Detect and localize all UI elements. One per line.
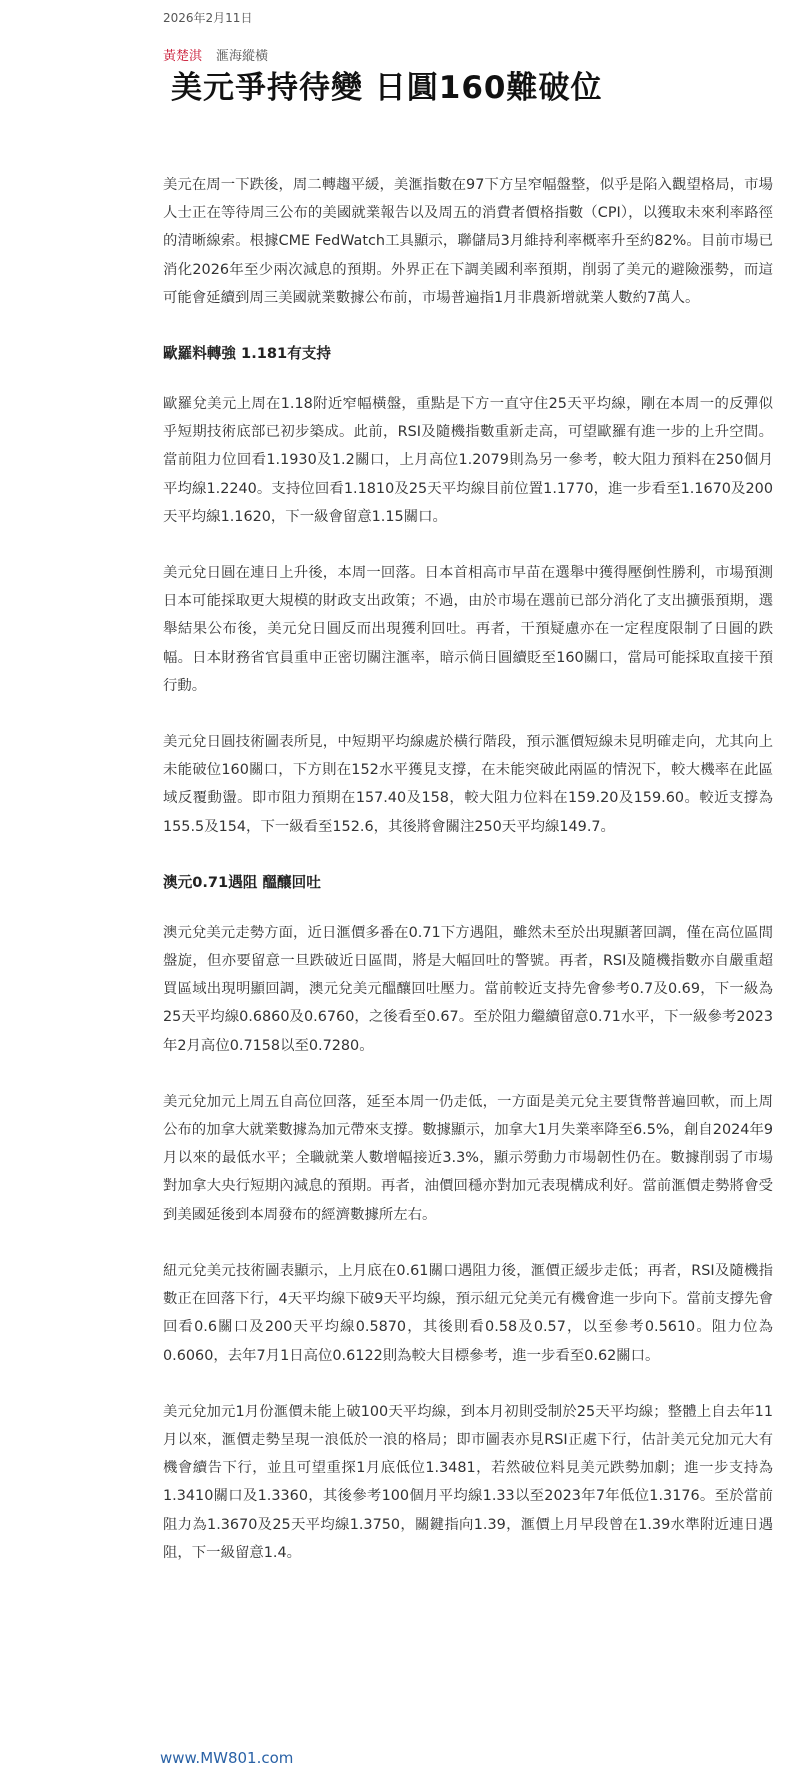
paragraph-nzd-technical: 紐元兌美元技術圖表顯示，上月底在0.61關口遇阻力後，滙價正緩步走低；再者，RSI及隨機指數正在回落下行，4天平均線下破9天平均線，預示紐元兌美元有機會進一步向下。當前支撐先會回看0.6關口及200天平均線0.5870，其後則看0.58及0.57，以至參考0.5610。阻力位為0.6060，去年7月1日高位0.6122則為較大目標參考，進一步看至0.62關口。 xyxy=(163,1262,773,1364)
article-headline: 美元爭持待變 日圓160難破位 xyxy=(171,70,603,106)
subhead-eur: 歐羅料轉強 1.181有支持 xyxy=(163,345,331,363)
paragraph-cad-fundamental: 美元兌加元上周五自高位回落，延至本周一仍走低，一方面是美元兌主要貨幣普遍回軟，而上周公布的加拿大就業數據為加元帶來支撐。數據顯示，加拿大1月失業率降至6.5%，創自2024年9月以來的最低水平；全職就業人數增幅接近3.3%，顯示勞動力市場韌性仍在。數據削弱了市場對加拿大央行短期內減息的預期。再者，油價回穩亦對加元表現構成利好。當前滙價走勢將會受到美國延後到本周發布的經濟數據所左右。 xyxy=(163,1093,773,1223)
site-link[interactable]: www.MW801.com xyxy=(160,1749,294,1767)
column-name: 滙海縱橫 xyxy=(216,49,269,64)
publish-date: 2026年2月11日 xyxy=(163,11,253,25)
paragraph-jpy-technical: 美元兌日圓技術圖表所見，中短期平均線處於橫行階段，預示滙價短線未見明確走向，尤其向上未能破位160關口，下方則在152水平獲見支撐，在未能突破此兩區的情況下，較大機率在此區域反覆動盪。即市阻力預期在157.40及158，較大阻力位料在159.20及159.60。較近支撐為155.5及154，下一級看至152.6，其後將會關注250天平均線149.7。 xyxy=(163,734,773,835)
paragraph-aud-technical: 澳元兌美元走勢方面，近日滙價多番在0.71下方遇阻，雖然未至於出現顯著回調，僅在高位區間盤旋，但亦要留意一旦跌破近日區間，將是大幅回吐的警號。再者，RSI及隨機指數亦自嚴重超買區域出現明顯回調，澳元兌美元醞釀回吐壓力。當前較近支持先會參考0.7及0.69，下一級為25天平均線0.6860及0.6760，之後看至0.67。至於阻力繼續留意0.71水平，下一級參考2023年2月高位0.7158以至0.7280。 xyxy=(163,924,773,1054)
article-body xyxy=(163,171,773,1595)
subhead-aud: 澳元0.71遇阻 醞釀回吐 xyxy=(163,873,321,891)
author-link[interactable]: 黃楚淇 xyxy=(163,49,203,64)
paragraph-eur-technical: 歐羅兌美元上周在1.18附近窄幅橫盤，重點是下方一直守住25天平均線，剛在本周一的反彈似乎短期技術底部已初步築成。此前，RSI及隨機指數重新走高，可望歐羅有進一步的上升空間。當前阻力位回看1.1930及1.2關口，上月高位1.2079則為另一參考，較大阻力預料在250個月平均線1.2240。支持位回看1.1810及25天平均線目前位置1.1770，進一步看至1.1670及200天平均線1.1620，下一級會留意1.15關口。 xyxy=(163,396,773,525)
paragraph-jpy-fundamental: 美元兌日圓在連日上升後，本周一回落。日本首相高市早苗在選舉中獲得壓倒性勝利，市場預測日本可能採取更大規模的財政支出政策；不過，由於市場在選前已部分消化了支出擴張預期，選舉結果公布後，美元兌日圓反而出現獲利回吐。再者，干預疑慮亦在一定程度限制了日圓的跌幅。日本財務省官員重申正密切關注滙率，暗示倘日圓續貶至160關口，當局可能採取直接干預行動。 xyxy=(163,565,773,694)
paragraph-usd-overview: 美元在周一下跌後，周二轉趨平緩，美滙指數在97下方呈窄幅盤整，似乎是陷入觀望格局，市場人士正在等待周三公布的美國就業報告以及周五的消費者價格指數（CPI），以獲取未來利率路徑的清晰線索。根據CME FedWatch工具顯示，聯儲局3月維持利率概率升至約82%。目前市場已消化2026年至少兩次減息的預期。外界正在下調美國利率預期，削弱了美元的避險漲勢，而這可能會延續到周三美國就業數據公布前，市場普遍指1月非農新增就業人數約7萬人。 xyxy=(163,177,773,306)
paragraph-cad-technical: 美元兌加元1月份滙價未能上破100天平均線，到本月初則受制於25天平均線；整體上自去年11月以來，滙價走勢呈現一浪低於一浪的格局；即市圖表亦見RSI正處下行，估計美元兌加元大有機會續告下行，並且可望重探1月底低位1.3481，若然破位料見美元跌勢加劇；進一步支持為1.3410關口及1.3360，其後參考100個月平均線1.33以至2023年7年低位1.3176。至於當前阻力為1.3670及25天平均線1.3750，關鍵指向1.39，滙價上月早段曾在1.39水準附近連日遇阻，下一級留意1.4。 xyxy=(163,1403,773,1561)
